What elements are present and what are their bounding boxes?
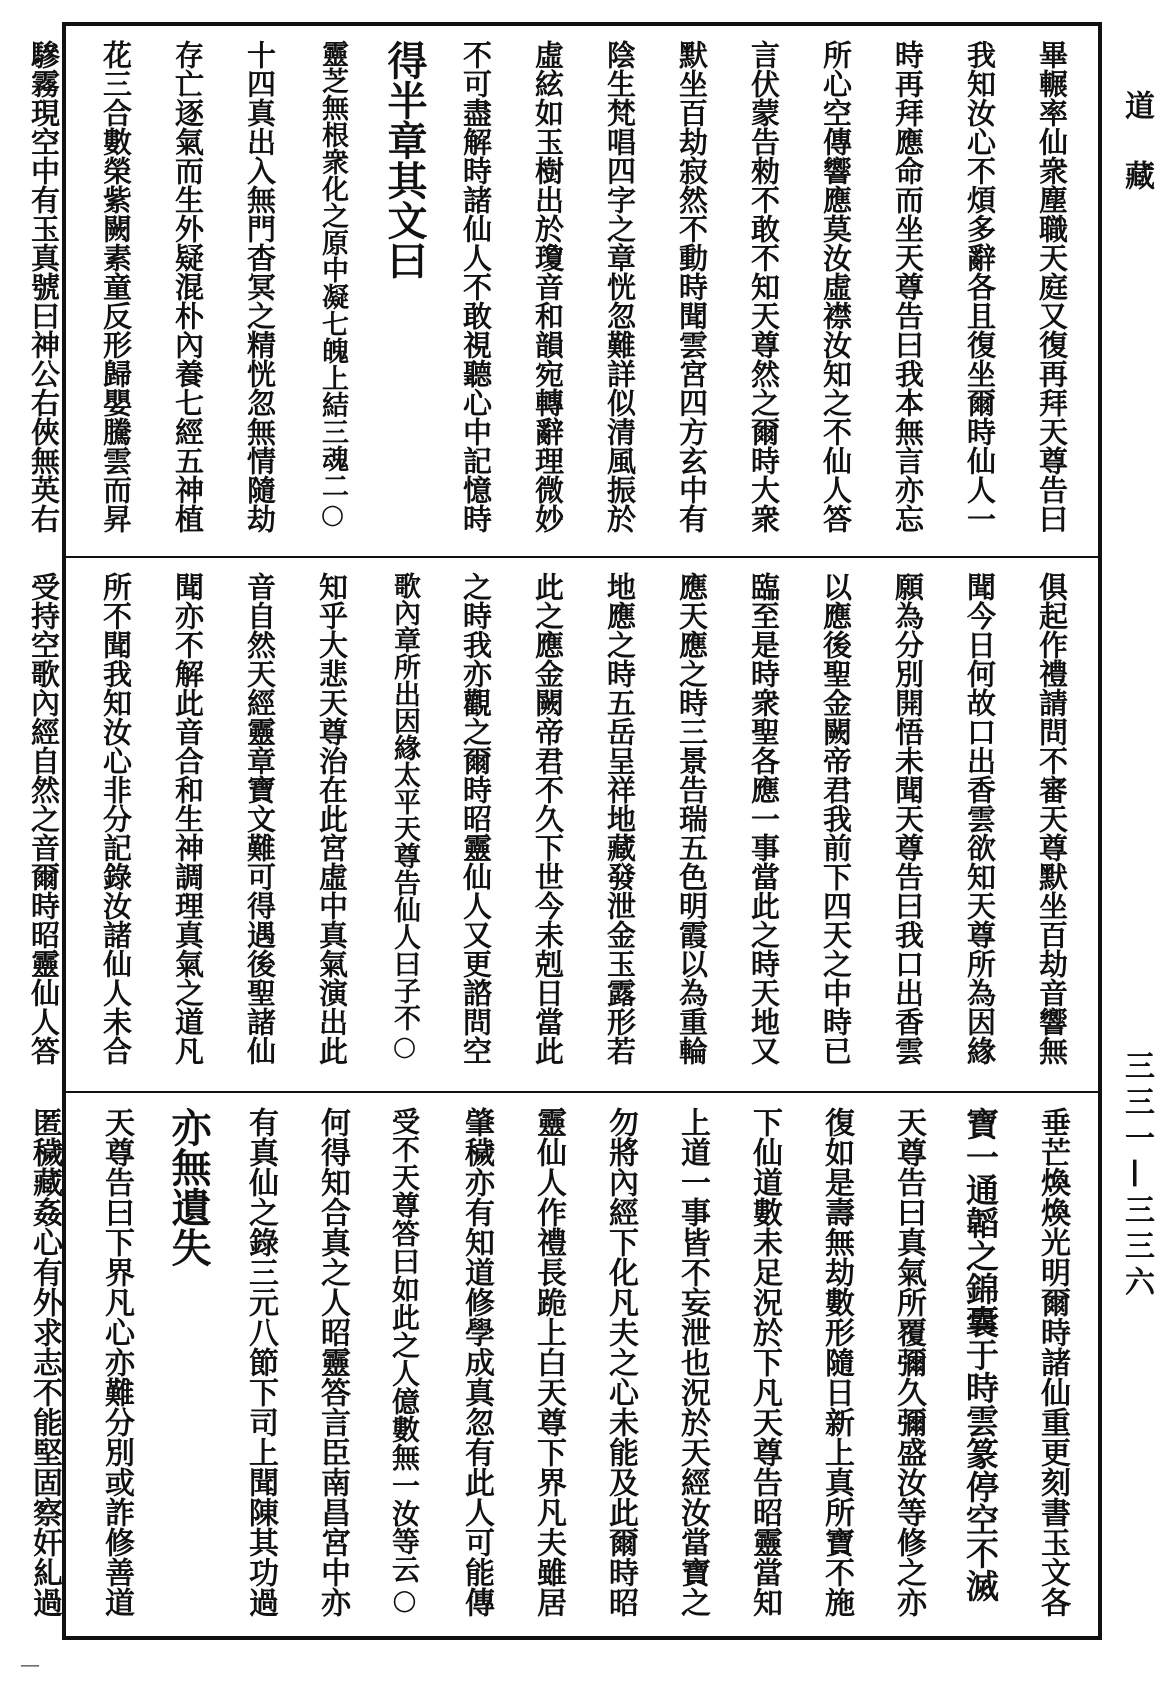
text-column: 天尊告曰下界凡心亦難分別或詐修善道 xyxy=(99,1107,134,1617)
text-column xyxy=(0,1107,8,1626)
text-column: 音自然天經靈章寶文難可得遇後聖諸仙 xyxy=(243,572,277,1065)
text-column: 上道一事皆不妄泄也況於天經汝當寶之 xyxy=(675,1107,710,1617)
text-column: 此之應金闕帝君不久下世今未剋日當此 xyxy=(531,572,565,1065)
text-column: 以應後聖金闕帝君我前下四天之中時已 xyxy=(819,572,853,1065)
register-top-columns xyxy=(27,40,1088,546)
text-column: 得半章其文曰 xyxy=(381,40,428,280)
text-column: 默坐百劫寂然不動時聞雲宮四方玄中有 xyxy=(675,40,709,533)
margin-page-number: 三三一—三三六 xyxy=(1119,1050,1154,1302)
text-column: 有真仙之錄三元八節下司上聞陳其功過 xyxy=(243,1107,278,1617)
text-column: 何得知合真之人昭靈答言臣南昌宮中亦 xyxy=(315,1107,350,1617)
register-bottom-columns xyxy=(27,1107,1088,1626)
text-column: 時再拜應命而坐天尊告曰我本無言亦忘 xyxy=(891,40,925,533)
text-column: 應天應之時三景告瑞五色明霞以為重輪 xyxy=(675,572,709,1065)
footer-mark: — xyxy=(20,1652,40,1676)
text-column: 受不天尊答曰如此之人億數無一汝等云○ xyxy=(388,1107,421,1616)
text-column: 願為分別開悟未聞天尊告曰我口出香雲 xyxy=(891,572,925,1065)
text-column: 陰生梵唱四字之章恍忽難詳似清風振於 xyxy=(603,40,637,533)
text-column: 聞亦不解此音合和生神調理真氣之道凡 xyxy=(171,572,205,1065)
text-column: 亦無遺失 xyxy=(165,1107,212,1267)
text-column: 之時我亦觀之爾時昭靈仙人又更諮問空 xyxy=(459,572,493,1065)
text-column: 聞今日何故口出香雲欲知天尊所為因緣 xyxy=(963,572,997,1065)
text-column: 勿將內經下化凡夫之心未能及此爾時昭 xyxy=(603,1107,638,1617)
text-column: 垂芒煥煥光明爾時諸仙重更刻書玉文各 xyxy=(1035,1107,1070,1617)
text-column: 存亡逐氣而生外疑混朴內養七經五神植 xyxy=(171,40,205,533)
text-column: 虛絃如玉樹出於瓊音和韻宛轉辭理微妙 xyxy=(531,40,565,533)
text-column: 肇穢亦有知道修學成真忽有此人可能傳 xyxy=(459,1107,494,1617)
register-bottom xyxy=(27,1091,1098,1636)
text-column: 匿穢藏姦心有外求志不能堅固察奸糺過 xyxy=(27,1107,62,1617)
text-column: 畢輾率仙衆塵職天庭又復再拜天尊告曰 xyxy=(1035,40,1069,533)
register-middle xyxy=(27,556,1098,1091)
text-frame xyxy=(27,22,1102,1640)
text-column: 歌內章所出因緣太平天尊告仙人曰子不○ xyxy=(389,572,420,1062)
text-column: 不可盡解時諸仙人不敢視聽心中記憶時 xyxy=(459,40,493,533)
text-column: 驂霧現空中有玉真號曰神公右俠無英右 xyxy=(27,40,61,533)
margin-title: 道藏 xyxy=(1119,90,1154,230)
text-column: 俱起作禮請問不審天尊默坐百劫音響無 xyxy=(1035,572,1069,1065)
text-column: 靈芝無根衆化之原中凝七魄上結三魂二○ xyxy=(317,40,348,530)
register-middle-columns xyxy=(27,572,1088,1081)
text-column: 靈仙人作禮長跪上白天尊下界凡夫雖居 xyxy=(531,1107,566,1617)
text-column: 我知汝心不煩多辭各且復坐爾時仙人一 xyxy=(963,40,997,533)
text-column xyxy=(0,40,8,546)
text-column: 花三合數榮紫闕素童反形歸嬰騰雲而昇 xyxy=(99,40,133,533)
register-top xyxy=(27,26,1098,556)
text-column xyxy=(0,572,8,1081)
text-column: 十四真出入無門杳冥之精恍忽無情隨劫 xyxy=(243,40,277,533)
text-column: 復如是壽無劫數形隨日新上真所寶不施 xyxy=(819,1107,854,1617)
text-column: 臨至是時衆聖各應一事當此之時天地又 xyxy=(747,572,781,1065)
text-column: 知乎大悲天尊治在此宮虛中真氣演出此 xyxy=(315,572,349,1065)
text-column: 言伏蒙告勑不敢不知天尊然之爾時大衆 xyxy=(747,40,781,533)
text-column: 所心空傳響應莫汝虛襟汝知之不仙人答 xyxy=(819,40,853,533)
text-column: 所不聞我知汝心非分記錄汝諸仙人未合 xyxy=(99,572,133,1065)
text-column: 地應之時五岳呈祥地藏發泄金玉露形若 xyxy=(603,572,637,1065)
text-column: 下仙道數未足況於下凡天尊告昭靈當知 xyxy=(747,1107,782,1617)
text-column: 天尊告曰真氣所覆彌久彌盛汝等修之亦 xyxy=(891,1107,926,1617)
text-column: 受持空歌內經自然之音爾時昭靈仙人答 xyxy=(27,572,61,1065)
text-column: 寶一通韜之錦囊于時雲篆停空不滅 xyxy=(961,1107,1000,1602)
